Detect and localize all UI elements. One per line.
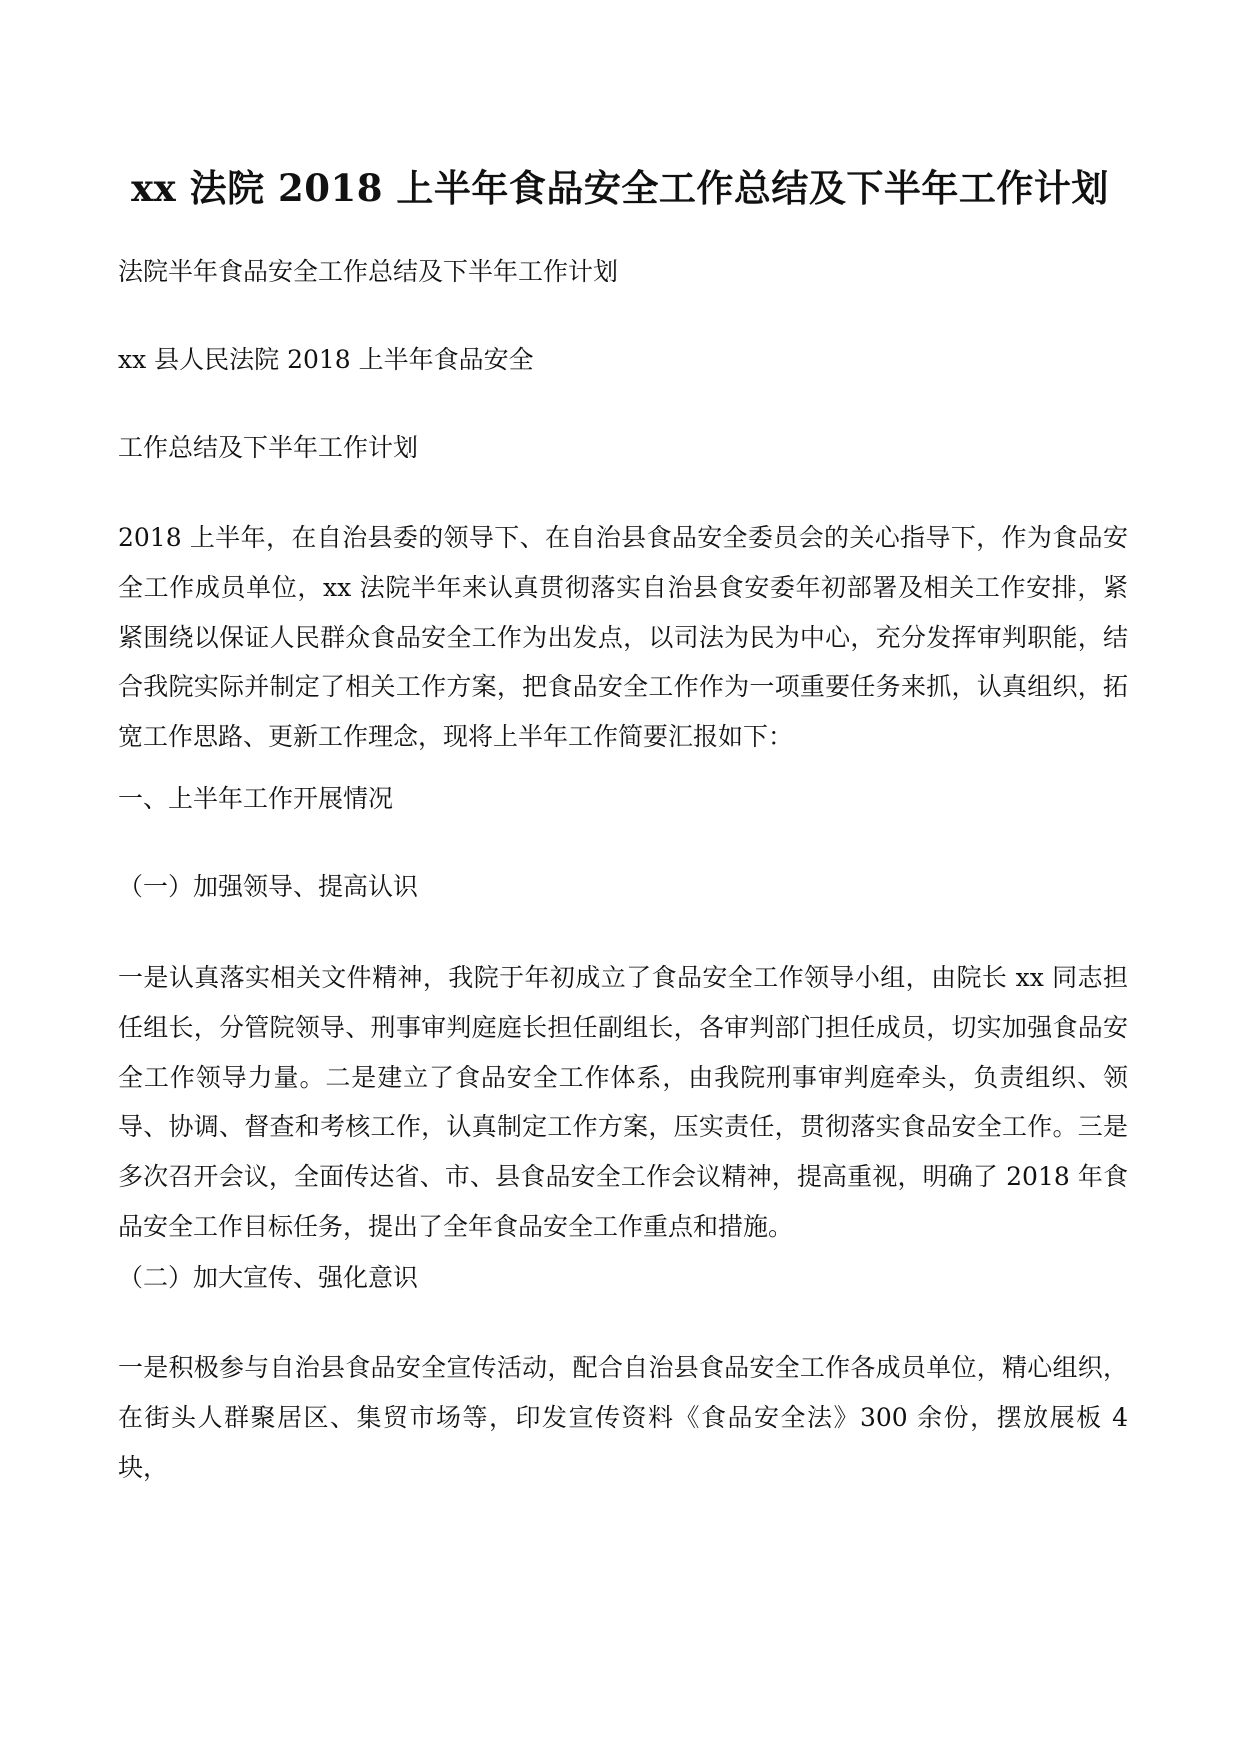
subsection-2-paragraph: 一是积极参与自治县食品安全宣传活动，配合自治县食品安全工作各成员单位，精心组织，在街头人群聚居区、集贸市场等，印发宣传资料《食品安全法》300 余份，摆放展板 4 块， bbox=[118, 1353, 1128, 1482]
subsection-1-paragraph: 一是认真落实相关文件精神，我院于年初成立了食品安全工作领导小组，由院长 xx 同志担任组长，分管院领导、刑事审判庭庭长担任副组长，各审判部门担任成员，切实加强食品安全工作领导力量。二是建立了食品安全工作体系，由我院刑事审判庭牵头，负责组织、领导、协调、督查和考核工作，认真制定工作方案，压实责任，贯彻落实食品安全工作。三是多次召开会议，全面传达省、市、县食品安全工作会议精神，提高重视，明确了 2018 年食品安全工作目标任务，提出了全年食品安全工作重点和措施。 bbox=[118, 963, 1128, 1241]
subtitle-line-3: 工作总结及下半年工作计划 bbox=[118, 433, 419, 462]
section-heading-1: 一、上半年工作开展情况 bbox=[118, 784, 394, 813]
subsection-heading-1: （一）加强领导、提高认识 bbox=[118, 872, 419, 901]
document-title: xx 法院 2018 上半年食品安全工作总结及下半年工作计划 bbox=[131, 166, 1109, 210]
subtitle-line-2: xx 县人民法院 2018 上半年食品安全 bbox=[118, 345, 534, 374]
intro-paragraph: 2018 上半年，在自治县委的领导下、在自治县食品安全委员会的关心指导下，作为食品安全工作成员单位，xx 法院半年来认真贯彻落实自治县食安委年初部署及相关工作安排，紧紧围绕以保证人民群众食品安全工作为出发点，以司法为民为中心，充分发挥审判职能，结合我院实际并制定了相关工作方案，把食品安全工作作为一项重要任务来抓，认真组织，拓宽工作思路、更新工作理念，现将上半年工作简要汇报如下： bbox=[118, 523, 1128, 752]
subsection-heading-2: （二）加大宣传、强化意识 bbox=[118, 1263, 419, 1292]
subtitle-line-1: 法院半年食品安全工作总结及下半年工作计划 bbox=[118, 257, 619, 286]
